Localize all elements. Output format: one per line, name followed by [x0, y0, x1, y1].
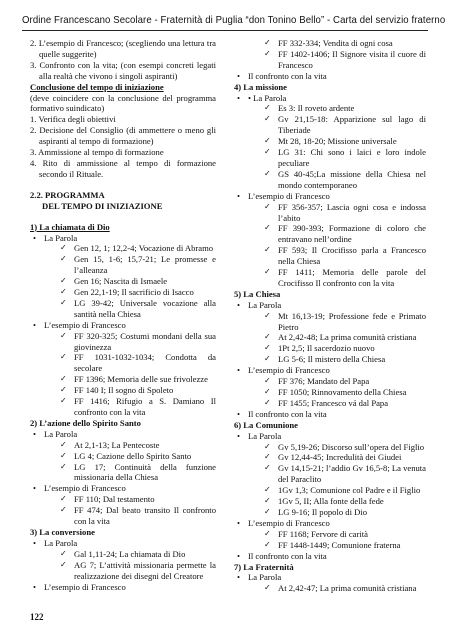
check-item: ✓ LG 31: Chi sono i laici e loro indole peculiare: [234, 147, 426, 169]
text-line: 3. Confronto con la vita; (con esempi concreti legati alla realtà che vivono i singoli aspiranti): [30, 59, 216, 81]
check-item: ✓ Gv 14,15-21; l’addio Gv 16,5-8; La venuta del Paraclito: [234, 463, 426, 485]
check-item: ✓ FF 1455; Francesco vá dal Papa: [234, 398, 426, 409]
check-item: ✓ At 2,42-48; La prima comunità cristiana: [234, 332, 426, 343]
check-item: ✓ Gv 21,15-18: Apparizione sul lago di Tiberiade: [234, 114, 426, 136]
check-item: ✓ GS 40-45;La missione della Chiesa nel mondo contemporaneo: [234, 169, 426, 191]
check-item: ✓ 1Gv 5, II; Alla fonte della fede: [234, 496, 426, 507]
check-item: ✓ Gen 12, 1; 12,2-4; Vocazione di Abramo: [30, 243, 216, 254]
bullet-item: • L’esempio di Francesco: [30, 582, 216, 593]
check-item: ✓ FF 1396; Memoria delle sue frivolezze: [30, 374, 216, 385]
check-item: ✓ FF 1448-1449; Comunione fraterna: [234, 540, 426, 551]
bullet-item: • La Parola: [30, 429, 216, 440]
section-title: 4) La missione: [234, 81, 287, 92]
bullet-item: • Il confronto con la vita: [234, 551, 426, 562]
bullet-item: • La Parola: [234, 431, 426, 442]
section-title: 1) La chiamata di Dio: [30, 221, 110, 232]
check-item: ✓ Gal 1,11-24; La chiamata di Dio: [30, 549, 216, 560]
bullet-item: • L’esempio di Francesco: [234, 518, 426, 529]
right-column: [234, 38, 426, 594]
check-item: ✓ At 2,42-47; La prima comunità cristiana: [234, 583, 426, 594]
check-item: ✓ LG 4; Cazione dello Spirito Santo: [30, 451, 216, 462]
check-item: ✓ LG 17; Continuità della funzione missionaria della Chiesa: [30, 462, 216, 484]
text-line: 2. L’esempio di Francesco; (scegliendo una lettura tra quelle suggerite): [30, 38, 216, 59]
check-item: ✓ FF 1050; Rinnovamento della Chiesa: [234, 387, 426, 398]
check-item: ✓ FF 593; Il Crocifisso parla a Francesco nella Chiesa: [234, 245, 426, 267]
text-line: 2. Decisione del Consiglio (di ammettere o meno gli aspiranti al tempo di formazione): [30, 125, 216, 147]
text-line: 3. Ammissione al tempo di formazione: [30, 147, 164, 158]
check-item: ✓ LG 9-16; Il popolo di Dio: [234, 507, 426, 518]
check-item: ✓ 1Gv 1,3; Comunione col Padre e il Figlio: [234, 485, 426, 496]
check-item: ✓ AG 7; L’attività missionaria permette la realizzazione dei disegni del Creatore: [30, 560, 216, 582]
check-item: ✓ FF 376; Mandato del Papa: [234, 376, 426, 387]
check-item: ✓ Gen 22,1-19; Il sacrificio di Isacco: [30, 287, 216, 298]
program-heading: DEL TEMPO DI INIZIAZIONE: [42, 200, 163, 211]
check-item: ✓ FF 474; Dal beato transito Il confronto con la vita: [30, 505, 216, 527]
bullet-item: • La Parola: [234, 572, 426, 583]
bullet-item: • L’esempio di Francesco: [30, 483, 216, 494]
check-item: ✓ At 2,1-13; La Pentecoste: [30, 440, 216, 451]
check-item: ✓ Gen 15, 1-6; 15,7-21; Le promesse e l’alleanza: [30, 254, 216, 276]
check-item: ✓ FF 140 I; Il sogno di Spoleto: [30, 385, 216, 396]
check-item: ✓ Mt 28, 18-20; Missione universale: [234, 136, 426, 147]
check-item: ✓ FF 1411; Memoria delle parole del Crocifisso Il confronto con la vita: [234, 267, 426, 289]
check-item: ✓ 1Pt 2,5; Il sacerdozio nuovo: [234, 343, 426, 354]
check-item: ✓ Es 3: Il roveto ardente: [234, 103, 426, 114]
check-item: ✓ FF 320-325; Costumi mondani della sua giovinezza: [30, 331, 216, 353]
bullet-item: • • La Parola: [234, 93, 426, 104]
section-title: 6) La Comunione: [234, 419, 298, 430]
section-title: 7) La Fraternità: [234, 561, 294, 572]
section-title: 3) La conversione: [30, 526, 95, 537]
program-heading: 2.2. PROGRAMMA: [30, 189, 105, 200]
page-header: Ordine Francescano Secolare - Fraternità di Puglia “don Tonino Bello” - Carta del servizio fraterno: [22, 15, 446, 26]
section-title: 2) L’azione dello Spirito Santo: [30, 417, 141, 428]
check-item: ✓ FF 390-393; Formazione di coloro che entravano nell’ordine: [234, 223, 426, 245]
check-item: ✓ FF 356-357; Lascia ogni cosa e indossa l’abito: [234, 202, 426, 224]
bullet-item: • L’esempio di Francesco: [234, 365, 426, 376]
section-title: 5) La Chiesa: [234, 288, 281, 299]
bullet-item: • L’esempio di Francesco: [30, 320, 216, 331]
check-item: ✓ FF 332-334; Vendita di ogni cosa: [234, 38, 426, 49]
text-line: (deve coincidere con la conclusione del programma formativo suindicato): [30, 92, 216, 114]
bullet-item: • Il confronto con la vita: [234, 71, 426, 82]
bullet-item: • La Parola: [30, 538, 216, 549]
check-item: ✓ FF 1031-1032-1034; Condotta da secolare: [30, 352, 216, 374]
check-item: ✓ FF 110; Dal testamento: [30, 494, 216, 505]
bullet-item: • Il confronto con la vita: [234, 409, 426, 420]
check-item: ✓ FF 1168; Fervore di carità: [234, 529, 426, 540]
bullet-item: • La Parola: [30, 233, 216, 244]
check-item: ✓ Gv 12,44-45; Incredulità dei Giudei: [234, 452, 426, 463]
section-heading: Conclusione del tempo di iniziazione: [30, 81, 164, 92]
header-rule: [22, 30, 428, 31]
check-item: ✓ LG 5-6; Il mistero della Chiesa: [234, 354, 426, 365]
bullet-item: • La Parola: [234, 300, 426, 311]
page-number: 122: [30, 612, 44, 622]
text-line: 4. Rito di ammissione al tempo di formazione secondo il Rituale.: [30, 157, 216, 179]
text-line: 1. Verifica degli obiettivi: [30, 114, 116, 125]
bullet-item: • L’esempio di Francesco: [234, 191, 426, 202]
left-column: [30, 38, 216, 592]
check-item: ✓ Gen 16; Nascita di Ismaele: [30, 276, 216, 287]
check-item: ✓ LG 39-42; Universale vocazione alla santità nella Chiesa: [30, 298, 216, 320]
check-item: ✓ FF 1416; Rifugio a S. Damiano Il confronto con la vita: [30, 396, 216, 418]
check-item: ✓ Mt 16,13-19; Professione fede e Primato Pietro: [234, 311, 426, 333]
check-item: ✓ FF 1402-1406; Il Signore visita il cuore di Francesco: [234, 49, 426, 71]
check-item: ✓ Gv 5,19-26; Discorso sull’opera del Figlio: [234, 442, 426, 453]
